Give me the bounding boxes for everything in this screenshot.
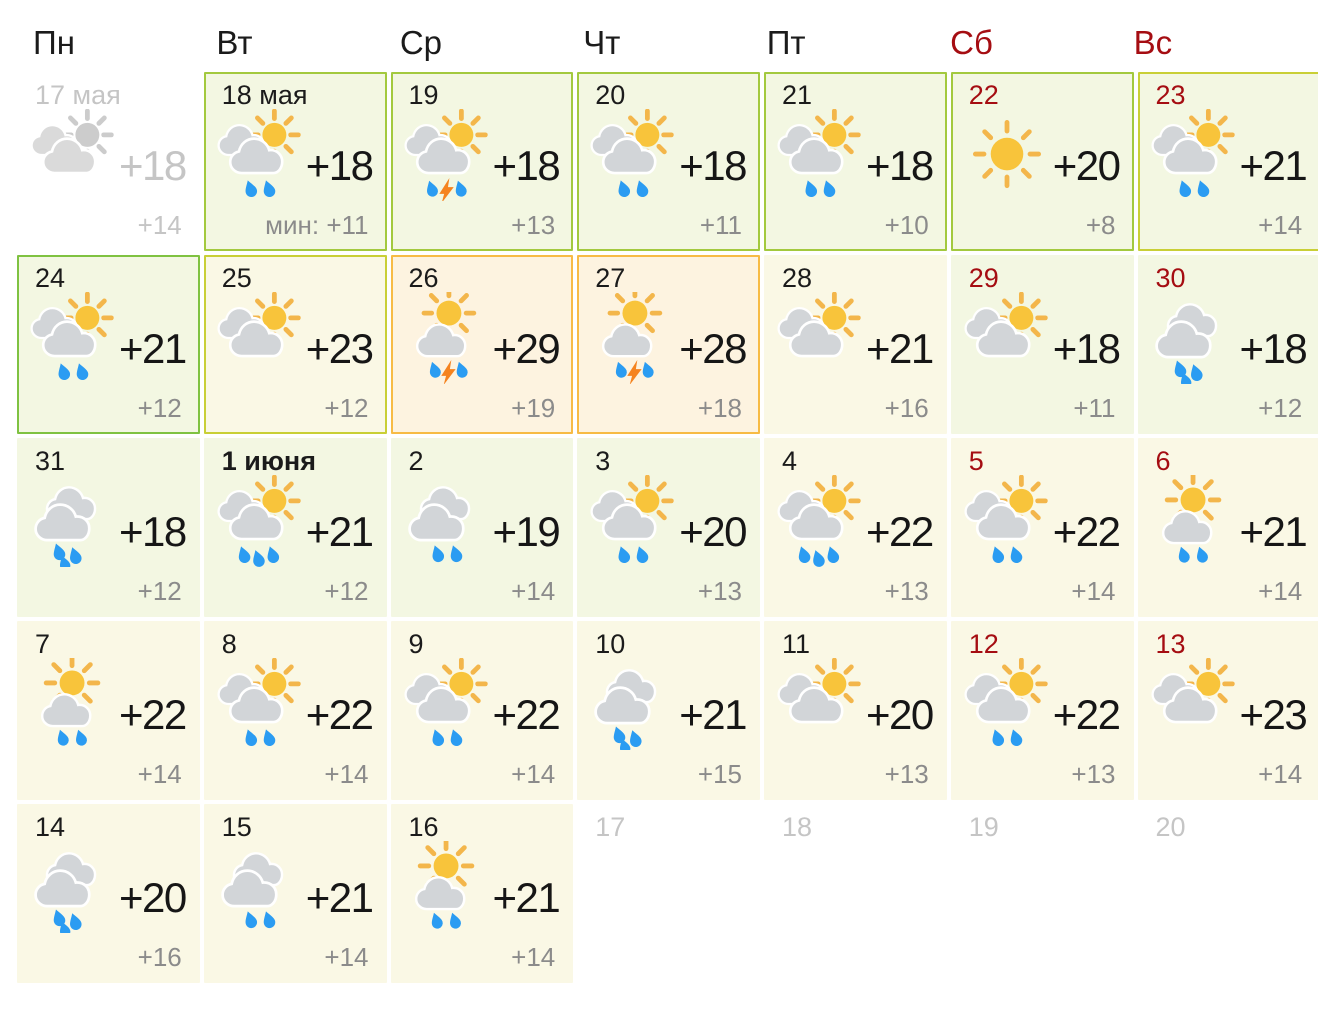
day-number: 11 bbox=[782, 629, 811, 659]
day-cell-21[interactable] bbox=[764, 72, 947, 251]
day-number: 3 bbox=[595, 446, 611, 476]
day-cell-18-мая[interactable] bbox=[204, 72, 387, 251]
day-number: 5 bbox=[968, 446, 984, 476]
partly-icon bbox=[774, 658, 866, 750]
day-cell-31[interactable] bbox=[17, 438, 200, 617]
day-cell-20 bbox=[1138, 804, 1318, 983]
forecast-body bbox=[401, 109, 564, 201]
day-cell-27[interactable] bbox=[577, 255, 760, 434]
day-number: 1 июня bbox=[221, 446, 316, 476]
forecast-body bbox=[27, 658, 190, 750]
low-temp: +14 bbox=[1071, 576, 1116, 606]
day-cell-6[interactable] bbox=[1138, 438, 1318, 617]
day-cell-8[interactable] bbox=[204, 621, 387, 800]
high-temp: +29 bbox=[492, 325, 560, 373]
cloud-rain3-icon bbox=[27, 841, 119, 933]
forecast-body bbox=[401, 475, 564, 567]
high-temp: +21 bbox=[119, 325, 186, 373]
partly-rain3-icon bbox=[214, 475, 306, 567]
day-cell-26[interactable] bbox=[391, 255, 574, 434]
day-number: 27 bbox=[595, 263, 626, 293]
day-cell-2[interactable] bbox=[391, 438, 574, 617]
day-cell-17 bbox=[577, 804, 760, 983]
forecast-body bbox=[214, 109, 377, 201]
low-temp: мин: +11 bbox=[265, 210, 369, 240]
high-temp: +20 bbox=[119, 874, 186, 922]
forecast-body bbox=[774, 109, 937, 201]
low-temp: +12 bbox=[1258, 393, 1303, 423]
weekday-label-0: Пн bbox=[33, 24, 75, 61]
low-temp: +13 bbox=[884, 759, 929, 789]
partly-rain-icon bbox=[401, 658, 493, 750]
day-cell-7[interactable] bbox=[17, 621, 200, 800]
high-temp: +23 bbox=[305, 325, 373, 373]
forecast-body bbox=[587, 292, 750, 384]
low-temp: +11 bbox=[1073, 393, 1116, 423]
high-temp: +28 bbox=[679, 325, 746, 373]
high-temp: +22 bbox=[305, 691, 373, 739]
weekday-header-row bbox=[0, 0, 1318, 72]
day-cell-14[interactable] bbox=[17, 804, 200, 983]
partly-rain-icon bbox=[961, 475, 1053, 567]
day-number: 25 bbox=[221, 263, 252, 293]
day-number: 28 bbox=[782, 263, 813, 293]
forecast-body bbox=[1148, 475, 1311, 567]
weekday-label-2: Ср bbox=[399, 24, 443, 61]
day-number: 17 bbox=[595, 812, 626, 842]
day-number: 9 bbox=[408, 629, 424, 659]
low-temp: +13 bbox=[511, 210, 556, 240]
day-number: 21 bbox=[782, 80, 813, 110]
low-temp: +10 bbox=[884, 210, 929, 240]
day-number: 26 bbox=[408, 263, 439, 293]
cloud-rain-icon bbox=[401, 475, 493, 567]
forecast-body bbox=[961, 658, 1124, 750]
partly-icon bbox=[1148, 658, 1240, 750]
high-temp: +21 bbox=[305, 874, 373, 922]
day-number: 24 bbox=[35, 263, 66, 293]
weekday-label-5: Сб bbox=[950, 24, 993, 61]
low-temp: +13 bbox=[1071, 759, 1116, 789]
forecast-body bbox=[27, 841, 190, 933]
day-number: 18 bbox=[782, 812, 813, 842]
day-cell-12[interactable] bbox=[951, 621, 1134, 800]
high-temp: +23 bbox=[1239, 691, 1307, 739]
day-number: 4 bbox=[782, 446, 798, 476]
partly-rain3-icon bbox=[774, 475, 866, 567]
high-temp: +21 bbox=[1239, 508, 1307, 556]
day-number: 18 мая bbox=[221, 80, 308, 110]
high-temp: +22 bbox=[1052, 691, 1120, 739]
day-cell-9[interactable] bbox=[391, 621, 574, 800]
high-temp: +20 bbox=[866, 691, 933, 739]
day-number: 12 bbox=[968, 629, 999, 659]
high-temp: +18 bbox=[492, 142, 560, 190]
partly-rain-icon bbox=[587, 475, 679, 567]
low-temp: +14 bbox=[137, 759, 182, 789]
day-number: 13 bbox=[1155, 629, 1186, 659]
partly-rain-icon bbox=[1148, 109, 1240, 201]
day-cell-13[interactable] bbox=[1138, 621, 1318, 800]
day-cell-20[interactable] bbox=[577, 72, 760, 251]
day-number: 15 bbox=[221, 812, 252, 842]
day-cell-22[interactable] bbox=[951, 72, 1134, 251]
forecast-body bbox=[587, 658, 750, 750]
day-cell-29[interactable] bbox=[951, 255, 1134, 434]
day-cell-24[interactable] bbox=[17, 255, 200, 434]
high-temp: +18 bbox=[305, 142, 373, 190]
day-number: 8 bbox=[221, 629, 237, 659]
day-cell-28[interactable] bbox=[764, 255, 947, 434]
low-temp: +14 bbox=[1258, 210, 1303, 240]
forecast-body bbox=[214, 292, 377, 384]
day-number: 20 bbox=[595, 80, 626, 110]
day-cell-5[interactable] bbox=[951, 438, 1134, 617]
partly-rain-icon bbox=[214, 109, 306, 201]
partly-storm-icon bbox=[401, 109, 493, 201]
cloud-rain3-icon bbox=[1148, 292, 1240, 384]
day-cell-30[interactable] bbox=[1138, 255, 1318, 434]
sun-cloud-rain-icon bbox=[27, 658, 119, 750]
low-temp: +14 bbox=[511, 759, 556, 789]
low-temp: +14 bbox=[1258, 576, 1303, 606]
day-number: 30 bbox=[1155, 263, 1186, 293]
forecast-calendar bbox=[0, 72, 1318, 983]
high-temp: +19 bbox=[492, 508, 560, 556]
day-number: 19 bbox=[968, 812, 999, 842]
forecast-body bbox=[27, 292, 190, 384]
high-temp: +21 bbox=[305, 508, 373, 556]
low-temp: +18 bbox=[697, 393, 742, 423]
day-number: 6 bbox=[1155, 446, 1171, 476]
forecast-body bbox=[587, 109, 750, 201]
day-number: 29 bbox=[968, 263, 999, 293]
low-temp: +16 bbox=[137, 942, 182, 972]
day-cell-19[interactable] bbox=[391, 72, 574, 251]
low-temp: +14 bbox=[1258, 759, 1303, 789]
forecast-body bbox=[1148, 658, 1311, 750]
day-cell-18 bbox=[764, 804, 947, 983]
partly-icon bbox=[774, 292, 866, 384]
low-temp: +12 bbox=[324, 576, 369, 606]
cloud-rain3-icon bbox=[27, 475, 119, 567]
day-number: 10 bbox=[595, 629, 626, 659]
day-cell-17-мая bbox=[17, 72, 200, 251]
day-number: 31 bbox=[35, 446, 66, 476]
sun-storm-icon bbox=[401, 292, 493, 384]
day-cell-4[interactable] bbox=[764, 438, 947, 617]
high-temp: +20 bbox=[1052, 142, 1120, 190]
day-number: 7 bbox=[35, 629, 51, 659]
day-number: 17 мая bbox=[35, 80, 121, 110]
partly-rain-icon bbox=[27, 292, 119, 384]
forecast-body bbox=[27, 109, 190, 201]
sun-cloud-rain-icon bbox=[1148, 475, 1240, 567]
high-temp: +18 bbox=[119, 142, 186, 190]
forecast-body bbox=[214, 658, 377, 750]
low-temp: +15 bbox=[697, 759, 742, 789]
forecast-body bbox=[401, 658, 564, 750]
low-temp: +14 bbox=[324, 759, 369, 789]
partly-icon bbox=[961, 292, 1053, 384]
sun-cloud-rain-icon bbox=[401, 841, 493, 933]
forecast-body bbox=[214, 475, 377, 567]
low-temp: +12 bbox=[137, 576, 182, 606]
forecast-body bbox=[587, 475, 750, 567]
high-temp: +22 bbox=[492, 691, 560, 739]
weekday-label-6: Вс bbox=[1133, 24, 1173, 61]
day-cell-25[interactable] bbox=[204, 255, 387, 434]
low-temp: +19 bbox=[511, 393, 556, 423]
partly-rain-icon bbox=[961, 658, 1053, 750]
low-temp: +11 bbox=[699, 210, 742, 240]
high-temp: +18 bbox=[866, 142, 933, 190]
day-number: 14 bbox=[35, 812, 66, 842]
high-temp: +18 bbox=[119, 508, 186, 556]
day-number: 16 bbox=[408, 812, 439, 842]
partly-gray-icon bbox=[27, 109, 119, 201]
day-cell-11[interactable] bbox=[764, 621, 947, 800]
day-cell-15[interactable] bbox=[204, 804, 387, 983]
day-cell-16[interactable] bbox=[391, 804, 574, 983]
day-cell-3[interactable] bbox=[577, 438, 760, 617]
low-temp: +16 bbox=[884, 393, 929, 423]
high-temp: +18 bbox=[679, 142, 746, 190]
forecast-body bbox=[401, 292, 564, 384]
cloud-rain-icon bbox=[214, 841, 306, 933]
high-temp: +22 bbox=[119, 691, 186, 739]
partly-rain-icon bbox=[587, 109, 679, 201]
weekday-label-1: Вт bbox=[216, 24, 253, 61]
day-number: 22 bbox=[968, 80, 999, 110]
forecast-body bbox=[27, 475, 190, 567]
day-number: 19 bbox=[408, 80, 439, 110]
weekday-label-3: Чт bbox=[583, 24, 621, 61]
high-temp: +21 bbox=[1239, 142, 1307, 190]
sun-storm-icon bbox=[587, 292, 679, 384]
low-temp: +14 bbox=[511, 576, 556, 606]
day-number: 2 bbox=[408, 446, 424, 476]
forecast-body bbox=[401, 841, 564, 933]
high-temp: +21 bbox=[866, 325, 933, 373]
high-temp: +22 bbox=[866, 508, 933, 556]
cloud-rain3-icon bbox=[587, 658, 679, 750]
low-temp: +8 bbox=[1085, 210, 1116, 240]
forecast-body bbox=[961, 292, 1124, 384]
low-temp: +14 bbox=[511, 942, 556, 972]
partly-rain-icon bbox=[214, 658, 306, 750]
day-cell-23[interactable] bbox=[1138, 72, 1318, 251]
forecast-body bbox=[774, 475, 937, 567]
forecast-body bbox=[961, 475, 1124, 567]
day-cell-10[interactable] bbox=[577, 621, 760, 800]
high-temp: +22 bbox=[1052, 508, 1120, 556]
forecast-body bbox=[214, 841, 377, 933]
high-temp: +21 bbox=[492, 874, 560, 922]
low-temp: +12 bbox=[324, 393, 369, 423]
high-temp: +21 bbox=[679, 691, 746, 739]
partly-icon bbox=[214, 292, 306, 384]
day-cell-19 bbox=[951, 804, 1134, 983]
low-temp: +12 bbox=[137, 393, 182, 423]
sunny-icon bbox=[961, 109, 1053, 201]
high-temp: +18 bbox=[1239, 325, 1307, 373]
low-temp: +14 bbox=[137, 210, 182, 240]
day-cell-1-июня[interactable] bbox=[204, 438, 387, 617]
forecast-body bbox=[774, 292, 937, 384]
high-temp: +20 bbox=[679, 508, 746, 556]
partly-rain-icon bbox=[774, 109, 866, 201]
low-temp: +13 bbox=[697, 576, 742, 606]
forecast-body bbox=[961, 109, 1124, 201]
high-temp: +18 bbox=[1052, 325, 1120, 373]
weekday-label-4: Пт bbox=[766, 24, 806, 61]
forecast-body bbox=[1148, 109, 1311, 201]
low-temp: +13 bbox=[884, 576, 929, 606]
forecast-body bbox=[774, 658, 937, 750]
day-number: 23 bbox=[1155, 80, 1186, 110]
forecast-body bbox=[1148, 292, 1311, 384]
day-number: 20 bbox=[1155, 812, 1186, 842]
low-temp: +14 bbox=[324, 942, 369, 972]
